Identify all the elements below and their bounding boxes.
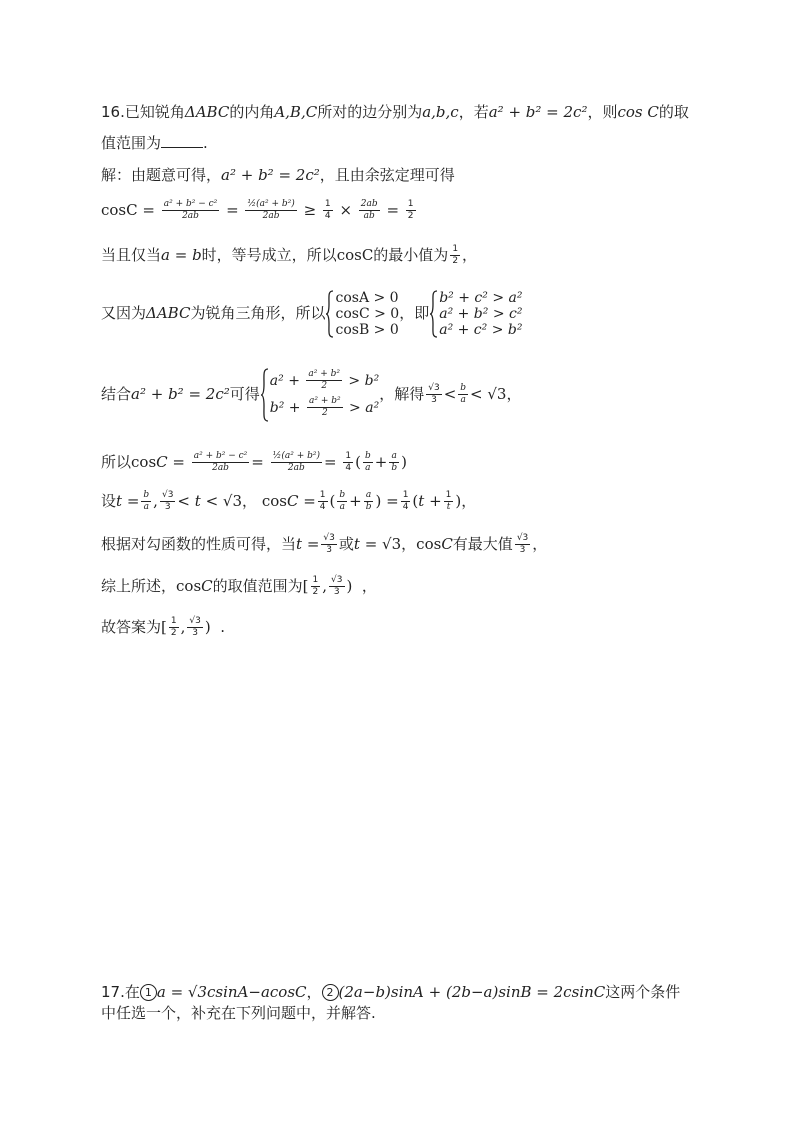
fraction: $\frac{1}{2}$ [407,199,414,221]
fraction: $\frac{√3}{3}$ [323,533,335,555]
q16-text: 值范围为 [101,134,162,152]
sol-text: 解：由题意可得， [101,166,222,184]
fraction: $\frac{1}{2}$ [452,244,459,266]
sol-text: 可得 [229,385,260,403]
system-row: b² + $\frac{\text{a² + b²}}{2}$ > a² [269,396,380,418]
fraction: $\frac{\text{½(a² + b²)}}{2ab}$ [272,451,321,473]
angles: A,B,C [274,103,318,121]
answer-blank [161,133,203,148]
geq-sign: ≥ [303,201,317,219]
fraction: $\frac{1}{4}$ [319,490,326,512]
solution-line-10: 故答案为[ $\frac{1}{2}$ , $\frac{√3}{3}$ ) . [101,616,226,638]
sol-text: 根据对勾函数的性质可得，当 [101,535,297,553]
solution-line-5: 结合a² + b² = 2c²可得 a² + $\frac{\text{a² + b²}}{2}$ > b² b² + $\frac{\text{a² + b²}}{2}$ > a² ，解得 $\frac{√3}{3}$ < $\frac{b}{a}$ < √3， [101,366,522,422]
inequality-system-1 [325,290,399,338]
q16-line-1 [101,102,689,122]
fraction: $\frac{\text{a² + b² − c²}}{2ab}$ [193,451,248,473]
fraction: $\frac{√3}{3}$ [516,533,529,555]
fraction: $\frac{√3}{3}$ [161,490,174,512]
solution-line-7: 设t = $\frac{b}{a}$ , $\frac{√3}{3}$ < t < √3， cosC = $\frac{1}{4}$ ( $\frac{b}{a}$ + $\frac{a}{b}$ ) = $\frac{1}{4}$ (t + $\frac{1}{t}$ )， [101,490,477,512]
fraction: $\frac{b}{a}$ [339,490,346,512]
sol-text: 又因为 [101,304,147,322]
fraction: $\frac{√3}{3}$ [189,616,201,638]
sol-equation: a² + b² = 2c² [221,166,320,184]
sol-text: ，即 [399,304,430,322]
system-row: a² + $\frac{\text{a² + b²}}{2}$ > b² [269,369,380,391]
sol-text: 为锐角三角形，所以 [190,304,326,322]
q16-text: ，则 [587,103,618,121]
q17-text: ， [306,983,322,1001]
triangle-label: ΔABC [146,304,191,322]
fraction: $\frac{√3}{3}$ [331,575,343,597]
cos-label: cosC [101,201,138,219]
sol-equation: a² + b² = 2c² [131,385,230,403]
system-row: cosC > 0 [335,305,400,322]
q17-text: 中任选一个，补充在下列问题中，并解答. [101,1004,376,1022]
sol-text: 综上所述， [101,577,177,595]
q16-text: 的内角 [229,103,275,121]
fraction: $\frac{b}{a}$ [143,490,150,512]
brace-icon [429,290,438,338]
condition-equation: a² + b² = 2c² [488,103,588,121]
fraction: $\frac{1}{2}$ [170,616,177,638]
fraction: $\frac{1}{2}$ [312,575,319,597]
q16-text: 所对的边分别为 [317,103,423,121]
sol-text: 故答案为 [101,618,162,636]
fraction: $\frac{b}{a}$ [364,451,371,473]
sol-text: 所以 [101,453,132,471]
sol-text: ， [532,535,548,553]
q16-prefix: 16.已知锐角 [101,103,185,121]
solution-line-4 [101,288,522,338]
inequality-system-2 [429,290,522,338]
fraction: $\frac{2ab}{ab}$ [360,199,378,221]
target-expression: cos C [617,103,659,121]
sol-text: . [220,618,226,636]
system-row: b² + c² > a² [439,289,523,306]
solution-line-3 [101,243,477,267]
fraction: $\frac{1}{t}$ [445,490,452,512]
sol-text: 或 [338,535,354,553]
sol-text: ， [461,492,477,510]
solution-line-1 [101,165,455,185]
triangle-label: ΔABC [184,103,230,121]
q16-line-2 [101,133,208,153]
system-row: cosA > 0 [335,289,399,306]
sol-text: ， [361,577,377,595]
fraction: $\frac{a}{b}$ [365,490,372,512]
q16-text: 的取 [658,103,689,121]
sides: a,b,c [422,103,459,121]
system-row: a² + b² > c² [439,305,523,322]
brace-icon [260,368,269,422]
sol-text: ，且由余弦定理可得 [319,166,455,184]
equals-sign: = [386,201,400,219]
q17-line-2 [101,1003,376,1023]
sol-text: ， [401,535,417,553]
q17-text: 这两个条件 [605,983,681,1001]
sol-text: 当且仅当 [101,246,162,264]
q16-text: ，若 [458,103,489,121]
solution-line-9: 综上所述，cosC的取值范围为[ $\frac{1}{2}$ , $\frac{√3}{3}$ ) ， [101,575,377,597]
fraction: $\frac{\text{a² + b² − c²}}{2ab}$ [163,199,218,221]
sol-text: 结合 [101,385,132,403]
fraction: $\frac{\text{½(a² + b²)}}{2ab}$ [247,199,295,221]
fraction: $\frac{1}{4}$ [324,199,331,221]
fraction: $\frac{1}{4}$ [345,451,352,473]
equals-sign: = [142,201,155,219]
condition-1: a = √3csinA−acosC [156,983,307,1001]
solution-line-2 [101,196,418,224]
q17-line-1 [101,982,680,1002]
fraction: $\frac{a}{b}$ [391,451,398,473]
sol-text: 有最大值 [452,535,513,553]
times-sign: × [339,201,353,219]
solution-line-8: 根据对勾函数的性质可得，当t = $\frac{√3}{3}$ 或t = √3，cosC有最大值 $\frac{√3}{3}$ ， [101,533,548,555]
sol-text: 时，等号成立，所以 [201,246,337,264]
system-row: a² + c² > b² [439,321,523,338]
q16-text: . [203,134,208,152]
q17-prefix: 17.在 [101,983,140,1001]
fraction: $\frac{√3}{3}$ [428,383,440,405]
brace-icon [325,290,334,338]
cos-label: cosC [336,246,374,264]
sol-equation: a = b [161,246,202,264]
solution-line-6: 所以cosC = $\frac{\text{a² + b² − c²}}{2ab}$ = $\frac{\text{½(a² + b²)}}{2ab}$ = $\frac{1}{4}$ ( $\frac{b}{a}$ + $\frac{a}{b}$ ) [101,451,407,473]
sol-text: 设 [101,492,117,510]
sol-text: ， [242,492,258,510]
condition-2: (2a−b)sinA + (2b−a)sinB = 2csinC [338,983,606,1001]
sol-text: ， [462,246,478,264]
sol-text: 的最小值为 [373,246,449,264]
sol-text: ，解得 [379,385,425,403]
sol-text: ， [506,385,522,403]
equals-sign: = [226,201,239,219]
circled-number-2: 2 [322,984,339,1001]
system-row: cosB > 0 [335,321,399,338]
fraction: $\frac{b}{a}$ [460,383,467,405]
fraction: $\frac{1}{4}$ [402,490,409,512]
inequality-system-3 [260,368,379,422]
sol-text: 的取值范围为 [212,577,303,595]
circled-number-1: 1 [140,984,157,1001]
